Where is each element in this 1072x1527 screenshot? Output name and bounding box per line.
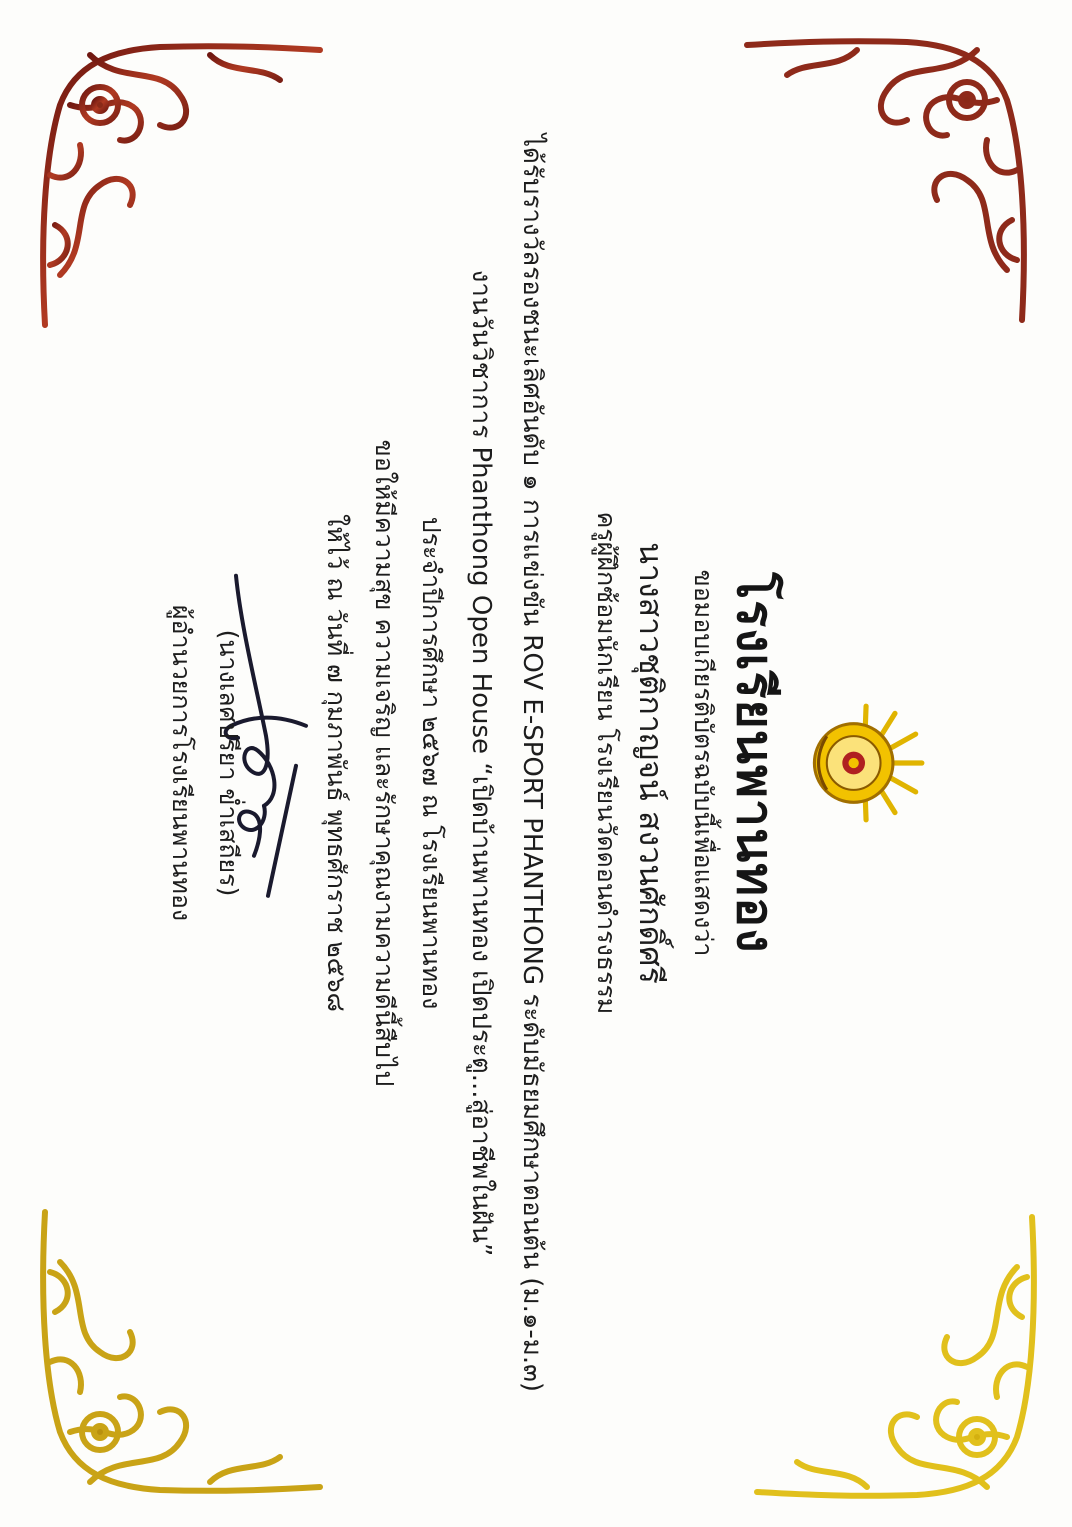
school-name-title: โรงเรียนพานทอง [726,572,784,954]
academic-year-text: ประจำปีการศึกษา ๒๕๖๗ ณ โรงเรียนพานทอง [417,516,446,1010]
signer-position: ผู้อำนวยการโรงเรียนพานทอง [167,604,196,922]
recipient-name: นางสาวชุติกาญจน์ สงวนศักดิ์ศรี [632,542,670,984]
school-emblem-icon [802,701,926,825]
issue-date: ให้ไว้ ณ วันที่ ๗ กุมภาพันธ์ พุทธศักราช ๒๕๖๘ [322,514,351,1012]
award-text: ได้รับรางวัลรองชนะเลิศอันดับ ๑ การแข่งขัน ROV E-SPORT PHANTHONG ระดับมัธยมศึกษาตอนต้น (ม.๑-ม.๓) [517,133,547,1393]
recipient-role: ครูผู้ฝึกซ้อมนักเรียน โรงเรียนวัดดอนดำรงธรรม [592,511,621,1015]
event-text: งานวันวิชาการ Phanthong Open House “เปิดบ้านพานทอง เปิดประตู...สู่อาชีพในฝัน” [466,269,496,1257]
certificate-content [106,113,966,1413]
blessing-text: ขอให้มีความสุข ความเจริญ และรักษาคุณงามความดีนี้สืบไป [370,439,399,1087]
signer-name: (นางเลศปรียา ข่ำเสถียร) [214,629,243,897]
presentation-text: ขอมอบเกียรติบัตรฉบับนี้เพื่อแสดงว่า [689,569,718,957]
